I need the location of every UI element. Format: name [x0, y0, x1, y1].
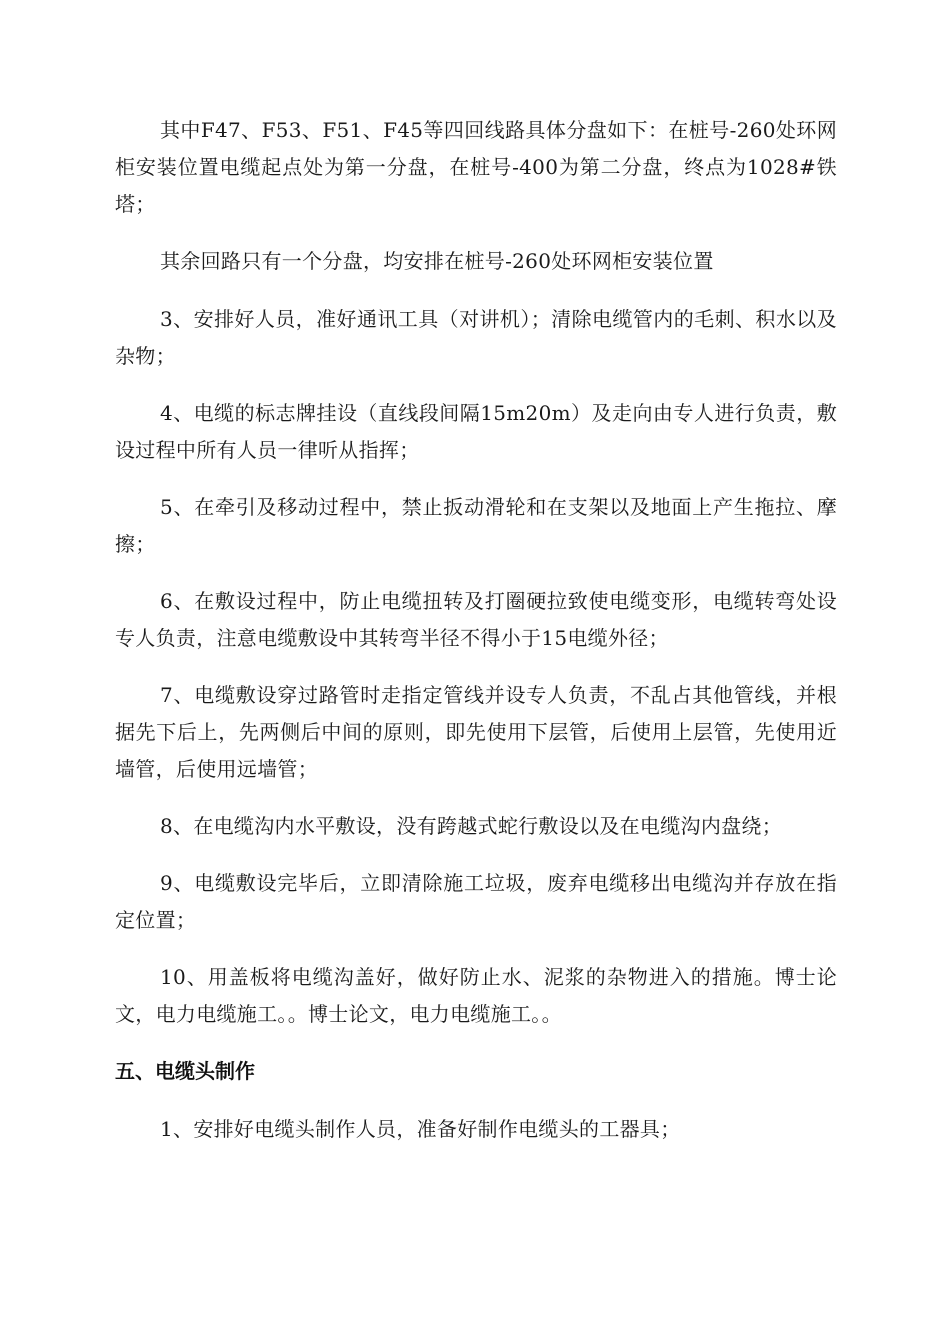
section-heading: 五、电缆头制作: [115, 1059, 255, 1083]
paragraph-item-9: 9、电缆敷设完毕后，立即清除施工垃圾，废弃电缆移出电缆沟并存放在指定位置；: [115, 871, 837, 932]
section-paragraph-item-1: 1、安排好电缆头制作人员，准备好制作电缆头的工器具；: [160, 1117, 681, 1141]
paragraph-item-8: 8、在电缆沟内水平敷设，没有跨越式蛇行敷设以及在电缆沟内盘绕；: [160, 814, 783, 838]
paragraph-item-6: 6、在敷设过程中，防止电缆扭转及打圈硬拉致使电缆变形，电缆转弯处设专人负责，注意电缆敷设中其转弯半径不得小于15电缆外径；: [115, 589, 837, 650]
paragraph-cable-split: 其中F47、F53、F51、F45等四回线路具体分盘如下：在桩号-260处环网柜安装位置电缆起点处为第一分盘，在桩号-400为第二分盘，终点为1028#铁塔；: [115, 118, 837, 216]
paragraph-item-10: 10、用盖板将电缆沟盖好，做好防止水、泥浆的杂物进入的措施。博士论文，电力电缆施工。。博士论文，电力电缆施工。。: [115, 965, 837, 1026]
paragraph-item-5: 5、在牵引及移动过程中，禁止扳动滑轮和在支架以及地面上产生拖拉、摩擦；: [115, 495, 837, 556]
paragraph-item-3: 3、安排好人员，准好通讯工具（对讲机）；清除电缆管内的毛刺、积水以及杂物；: [115, 307, 837, 368]
paragraph-item-4: 4、电缆的标志牌挂设（直线段间隔15m20m）及走向由专人进行负责，敷设过程中所有人员一律听从指挥；: [115, 401, 837, 462]
document-body: [115, 112, 837, 1168]
paragraph-item-7: 7、电缆敷设穿过路管时走指定管线并设专人负责，不乱占其他管线，并根据先下后上，先两侧后中间的原则，即先使用下层管，后使用上层管，先使用近墙管，后使用远墙管；: [115, 683, 837, 781]
paragraph-other-circuits: 其余回路只有一个分盘，均安排在桩号-260处环网柜安装位置: [160, 249, 714, 273]
